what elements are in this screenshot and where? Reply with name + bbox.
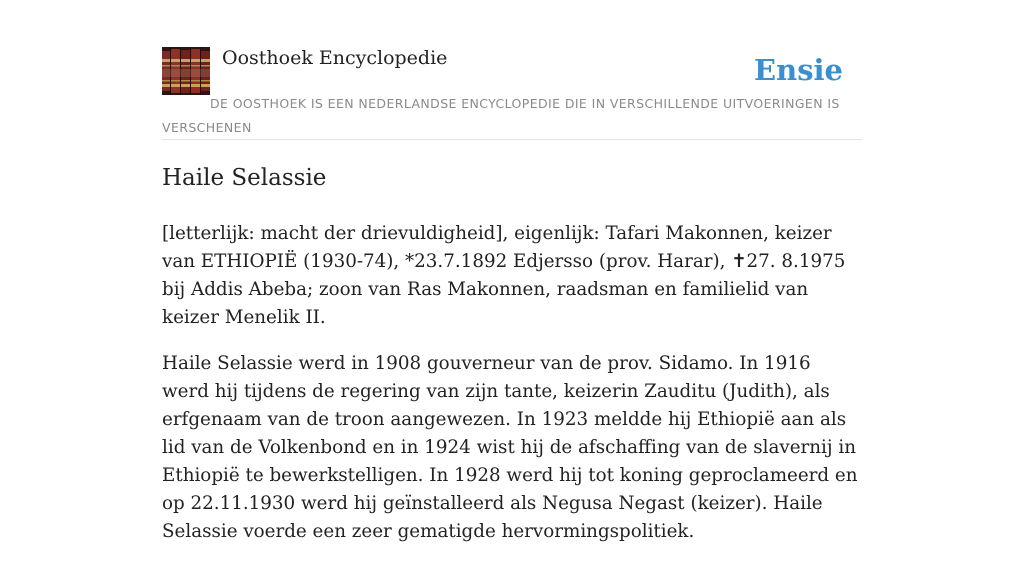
site-logo-avatar[interactable] bbox=[162, 47, 210, 95]
brand-logo-link[interactable]: Ensie bbox=[754, 53, 843, 87]
site-name[interactable]: Oosthoek Encyclopedie bbox=[222, 47, 448, 69]
article-paragraph: [letterlijk: macht der drievuldigheid], eigenlijk: Tafari Makonnen, keizer van ETHIOPIË (1930-74), *23.7.1892 Edjersso (prov. Harar), ✝27. 8.1975 bij Addis Abeba; zoon van Ras Makonnen, raadsman en familielid van keizer Menelik II. bbox=[162, 223, 846, 328]
site-header bbox=[162, 46, 862, 140]
article-title: Haile Selassie bbox=[162, 165, 327, 191]
site-tagline: DE OOSTHOEK IS EEN NEDERLANDSE ENCYCLOPEDIE DIE IN VERSCHILLENDE UITVOERINGEN IS VERSCHENEN bbox=[162, 96, 840, 135]
article bbox=[162, 160, 862, 564]
article-paragraph: Haile Selassie werd in 1908 gouverneur van de prov. Sidamo. In 1916 werd hij tijdens de regering van zijn tante, keizerin Zauditu (Judith), als erfgenaam van de troon aangewezen. In 1923 meldde hij Ethiopië aan als lid van de Volkenbond en in 1924 wist hij de afschaffing van de slavernij in Ethiopië te bewerkstelligen. In 1928 werd hij tot koning geproclameerd en op 22.11.1930 werd hij geïnstalleerd als Negusa Negast (keizer). Haile Selassie voerde een zeer gematigde hervormingspolitiek. bbox=[162, 353, 858, 542]
book-spines-icon bbox=[162, 47, 210, 95]
